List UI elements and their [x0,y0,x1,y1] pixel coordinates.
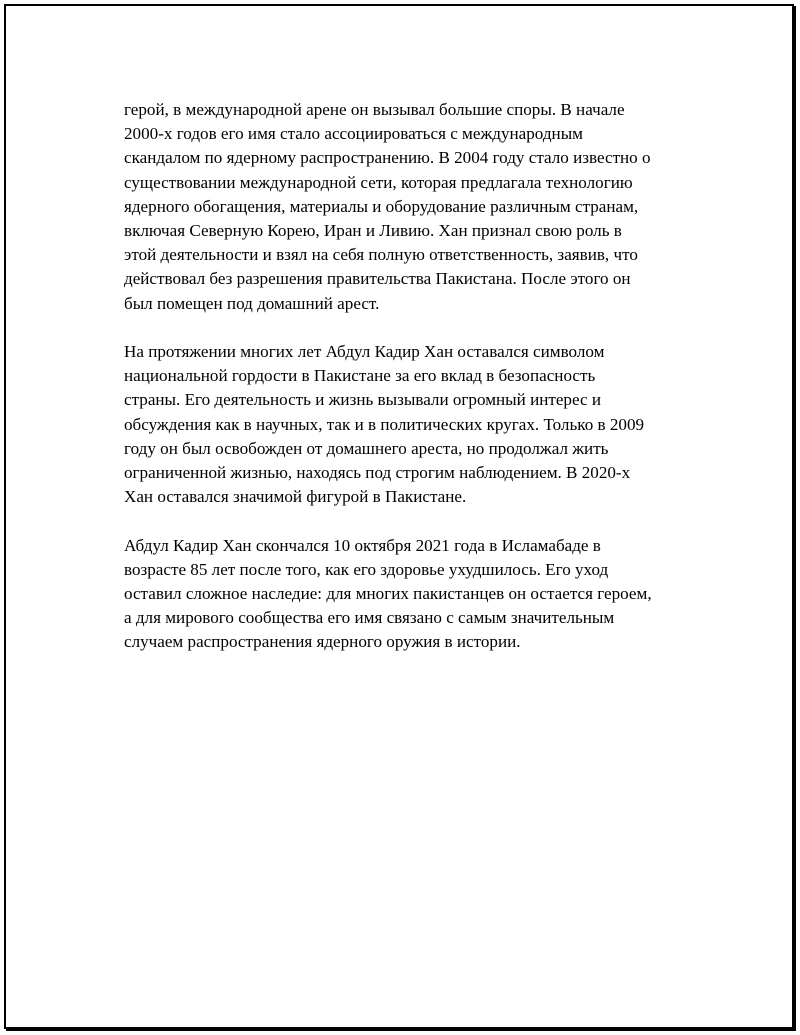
document-body [124,98,704,679]
paragraph-1 [124,98,704,316]
document-page [4,4,794,1029]
text-line: ограниченной жизнью, находясь под строгим наблюдением. В 2020-х [124,463,631,483]
text-line: герой, в международной арене он вызывал большие споры. В начале [124,100,625,119]
text-line: а для мирового сообщества его имя связано с самым значительным [124,608,615,628]
text-line: Абдул Кадир Хан скончался 10 октября 2021 года в Исламабаде в [124,535,601,555]
text-line: На протяжении многих лет Абдул Кадир Хан оставался символом [124,342,605,362]
text-line: скандалом по ядерному распространению. В 2004 году стало известно о [124,148,651,168]
text-line: случаем распространения ядерного оружия в истории. [124,632,521,652]
text-line: был помещен под домашний арест. [124,293,380,313]
text-line: ядерного обогащения, материалы и оборудование различным странам, [124,196,639,216]
text-line: 2000-х годов его имя стало ассоциироваться с международным [124,124,584,144]
text-line: страны. Его деятельность и жизнь вызывали огромный интерес и [124,390,601,410]
text-line: этой деятельности и взял на себя полную ответственность, заявив, что [124,245,638,265]
text-line: Хан оставался значимой фигурой в Пакистане. [124,487,467,507]
text-line: оставил сложное наследие: для многих пакистанцев он остается героем, [124,584,652,604]
text-line: национальной гордости в Пакистане за его вклад в безопасность [124,366,596,386]
paragraph-2 [124,340,704,509]
text-line: существовании международной сети, которая предлагала технологию [124,172,633,192]
text-line: обсуждения как в научных, так и в политических кругах. Только в 2009 [124,414,645,434]
text-line: действовал без разрешения правительства Пакистана. После этого он [124,269,631,289]
text-line: году он был освобожден от домашнего ареста, но продолжал жить [124,438,609,458]
text-line: возрасте 85 лет после того, как его здоровье ухудшилось. Его уход [124,559,609,579]
paragraph-3 [124,534,704,655]
text-line: включая Северную Корею, Иран и Ливию. Хан признал свою роль в [124,221,622,241]
